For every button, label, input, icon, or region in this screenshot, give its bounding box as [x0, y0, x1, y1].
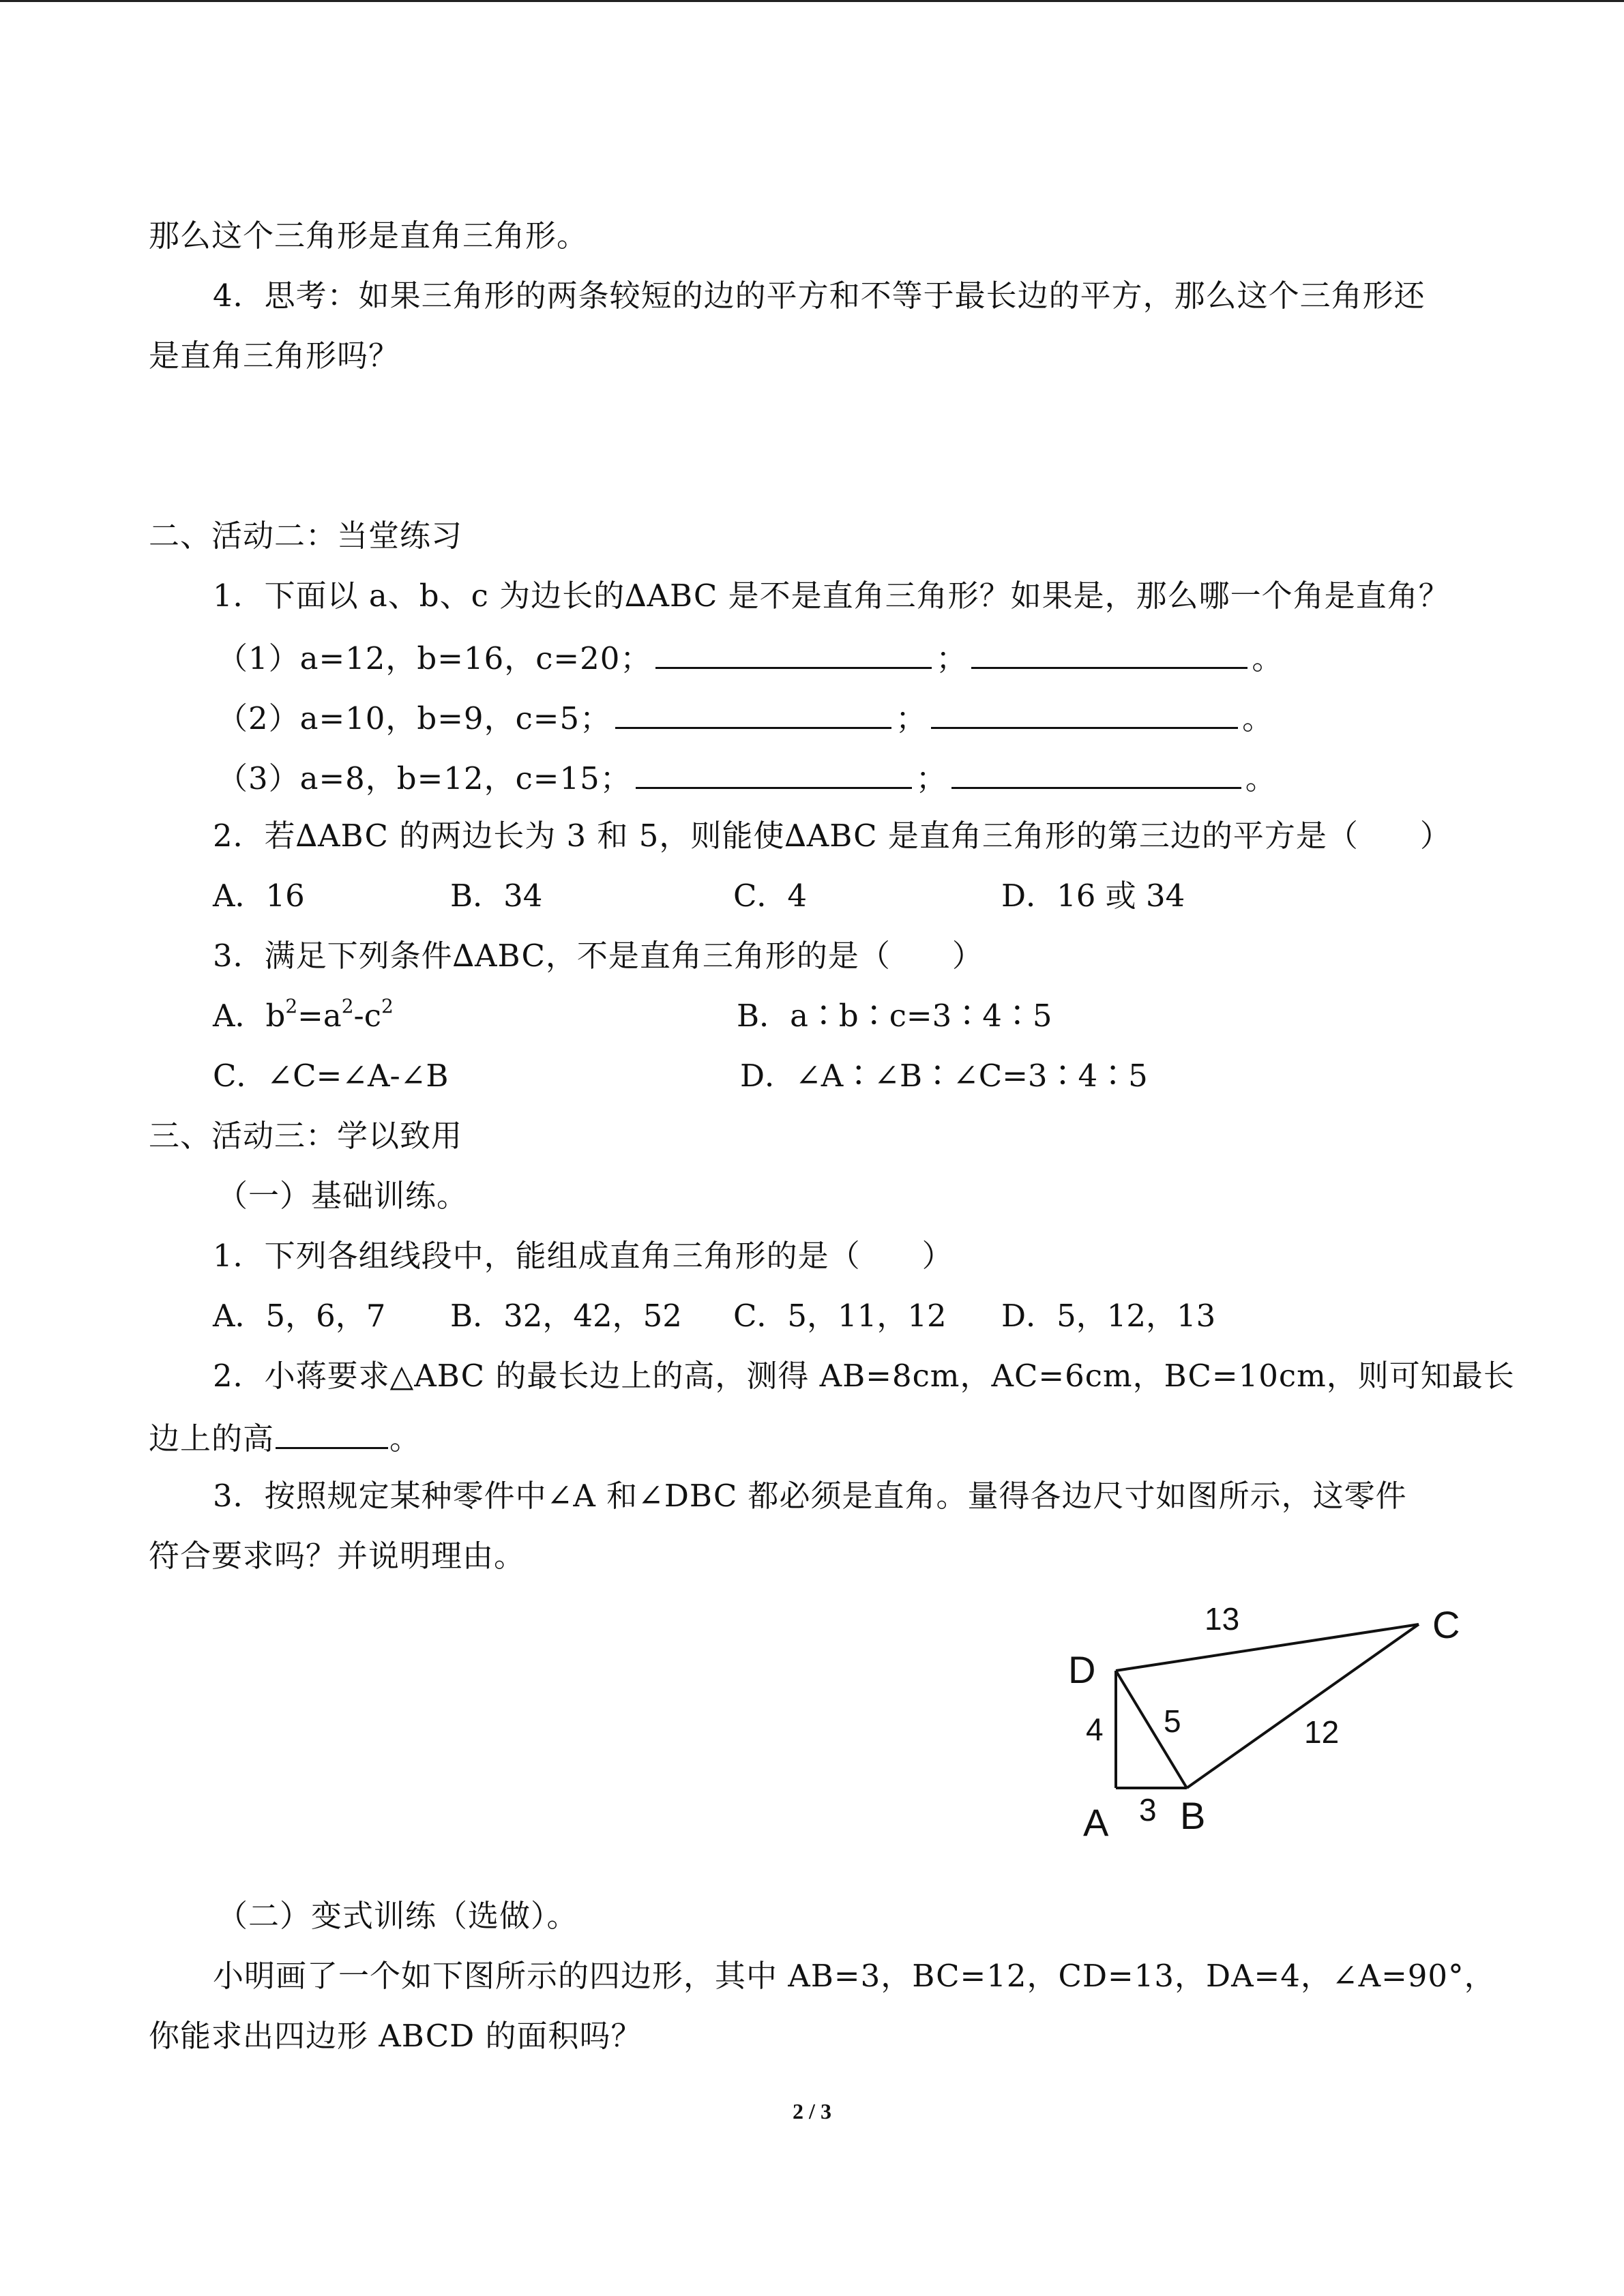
label-vertex-a: A [1083, 1801, 1109, 1844]
s2-q3-option-a: A．$b^2=a^2-c^2$ [213, 995, 394, 1034]
separator: ； [896, 700, 928, 736]
part-label: （1）a=12，b=16，c=20； [217, 640, 652, 676]
s3-q3-line1: 3．按照规定某种零件中∠A 和∠DBC 都必须是直角。量得各边尺寸如图所示，这零件 [213, 1478, 1407, 1514]
s3-variant-line1: 小明画了一个如下图所示的四边形，其中 AB=3，BC=12，CD=13，DA=4，∠A=90°， [213, 1958, 1496, 1994]
separator: ； [915, 760, 947, 796]
s3-q1-option-d: D．5，12，13 [1001, 1298, 1216, 1334]
s3-q2-line2: 边上的高 。 [149, 1416, 421, 1459]
s2-q3-option-c: C．∠C=∠A-∠B [213, 1058, 449, 1094]
think-question-line1: 4．思考：如果三角形的两条较短的边的平方和不等于最长边的平方，那么这个三角形还 [213, 278, 1426, 314]
think-question-line2: 是直角三角形吗？ [149, 338, 400, 374]
s3-q1-option-c: C．5，11，12 [733, 1298, 947, 1334]
s2-q2-option-b: B．34 [450, 878, 543, 914]
s2-q1-part2 [217, 696, 1273, 739]
s3-q1-option-a: A．5，6，7 [213, 1298, 386, 1334]
section3-title: 三、活动三：学以致用 [149, 1118, 463, 1154]
s3-variant-line2: 你能求出四边形 ABCD 的面积吗？ [149, 2018, 643, 2054]
answer-blank-2a[interactable] [615, 696, 891, 729]
period: 。 [1242, 700, 1274, 736]
answer-blank-3a[interactable] [636, 756, 912, 789]
s2-q3-option-d: D．∠A∶∠B∶∠C=3∶4∶5 [740, 1058, 1148, 1094]
answer-blank-height[interactable] [276, 1416, 388, 1449]
separator: ； [936, 640, 968, 676]
edge-dc [1116, 1624, 1419, 1671]
s2-q2-option-d: D．16 或 34 [1001, 878, 1185, 914]
period: 。 [1252, 640, 1284, 676]
period: 。 [1245, 760, 1277, 796]
s2-q2-option-a: A．16 [213, 878, 305, 914]
label-edge-bc: 12 [1304, 1714, 1340, 1750]
label-edge-dc: 13 [1205, 1601, 1240, 1637]
s2-q3-option-b: B．a∶b∶c=3∶4∶5 [737, 998, 1052, 1034]
s2-q1-part3 [217, 756, 1277, 799]
s2-q1-part1 [217, 636, 1283, 679]
s2-q2-option-c: C．4 [733, 878, 808, 914]
label-edge-ab: 3 [1139, 1792, 1157, 1828]
label-vertex-c: C [1432, 1603, 1460, 1646]
part-label: （3）a=8，b=12，c=15； [217, 760, 632, 796]
continued-text: 那么这个三角形是直角三角形。 [149, 218, 589, 254]
s2-q3-stem: 3．满足下列条件∆ABC，不是直角三角形的是（ ） [213, 938, 984, 974]
s3-q2-line1: 2．小蒋要求△ABC 的最长边上的高，测得 AB=8cm，AC=6cm，BC=10cm，则可知最长 [213, 1358, 1515, 1394]
s3-q3-line2: 符合要求吗？并说明理由。 [149, 1538, 526, 1574]
label-vertex-b: B [1180, 1794, 1206, 1837]
s3-subsection1: （一）基础训练。 [217, 1178, 469, 1214]
s3-q1-stem: 1．下列各组线段中，能组成直角三角形的是（ ） [213, 1238, 954, 1274]
section2-title: 二、活动二：当堂练习 [149, 518, 463, 554]
s2-q2-stem: 2．若∆ABC 的两边长为 3 和 5，则能使∆ABC 是直角三角形的第三边的平方是（ ） [213, 818, 1451, 854]
answer-blank-1a[interactable] [655, 636, 932, 669]
edge-bc [1187, 1624, 1419, 1788]
page-number: 2 / 3 [793, 2099, 831, 2123]
answer-blank-2b[interactable] [931, 696, 1238, 729]
geometry-figure [1050, 1596, 1487, 1855]
label-edge-db: 5 [1164, 1703, 1181, 1739]
s2-q1-stem: 1．下面以 a、b、c 为边长的∆ABC 是不是直角三角形？如果是，那么哪一个角是直角？ [213, 578, 1450, 614]
s3-subsection2: （二）变式训练（选做）。 [217, 1898, 578, 1934]
part-label: （2）a=10，b=9，c=5； [217, 700, 612, 736]
s3-q1-option-b: B．32，42，52 [450, 1298, 682, 1334]
label-edge-da: 4 [1086, 1712, 1104, 1747]
answer-blank-3b[interactable] [951, 756, 1241, 789]
label-vertex-d: D [1068, 1648, 1096, 1691]
answer-blank-1b[interactable] [971, 636, 1247, 669]
